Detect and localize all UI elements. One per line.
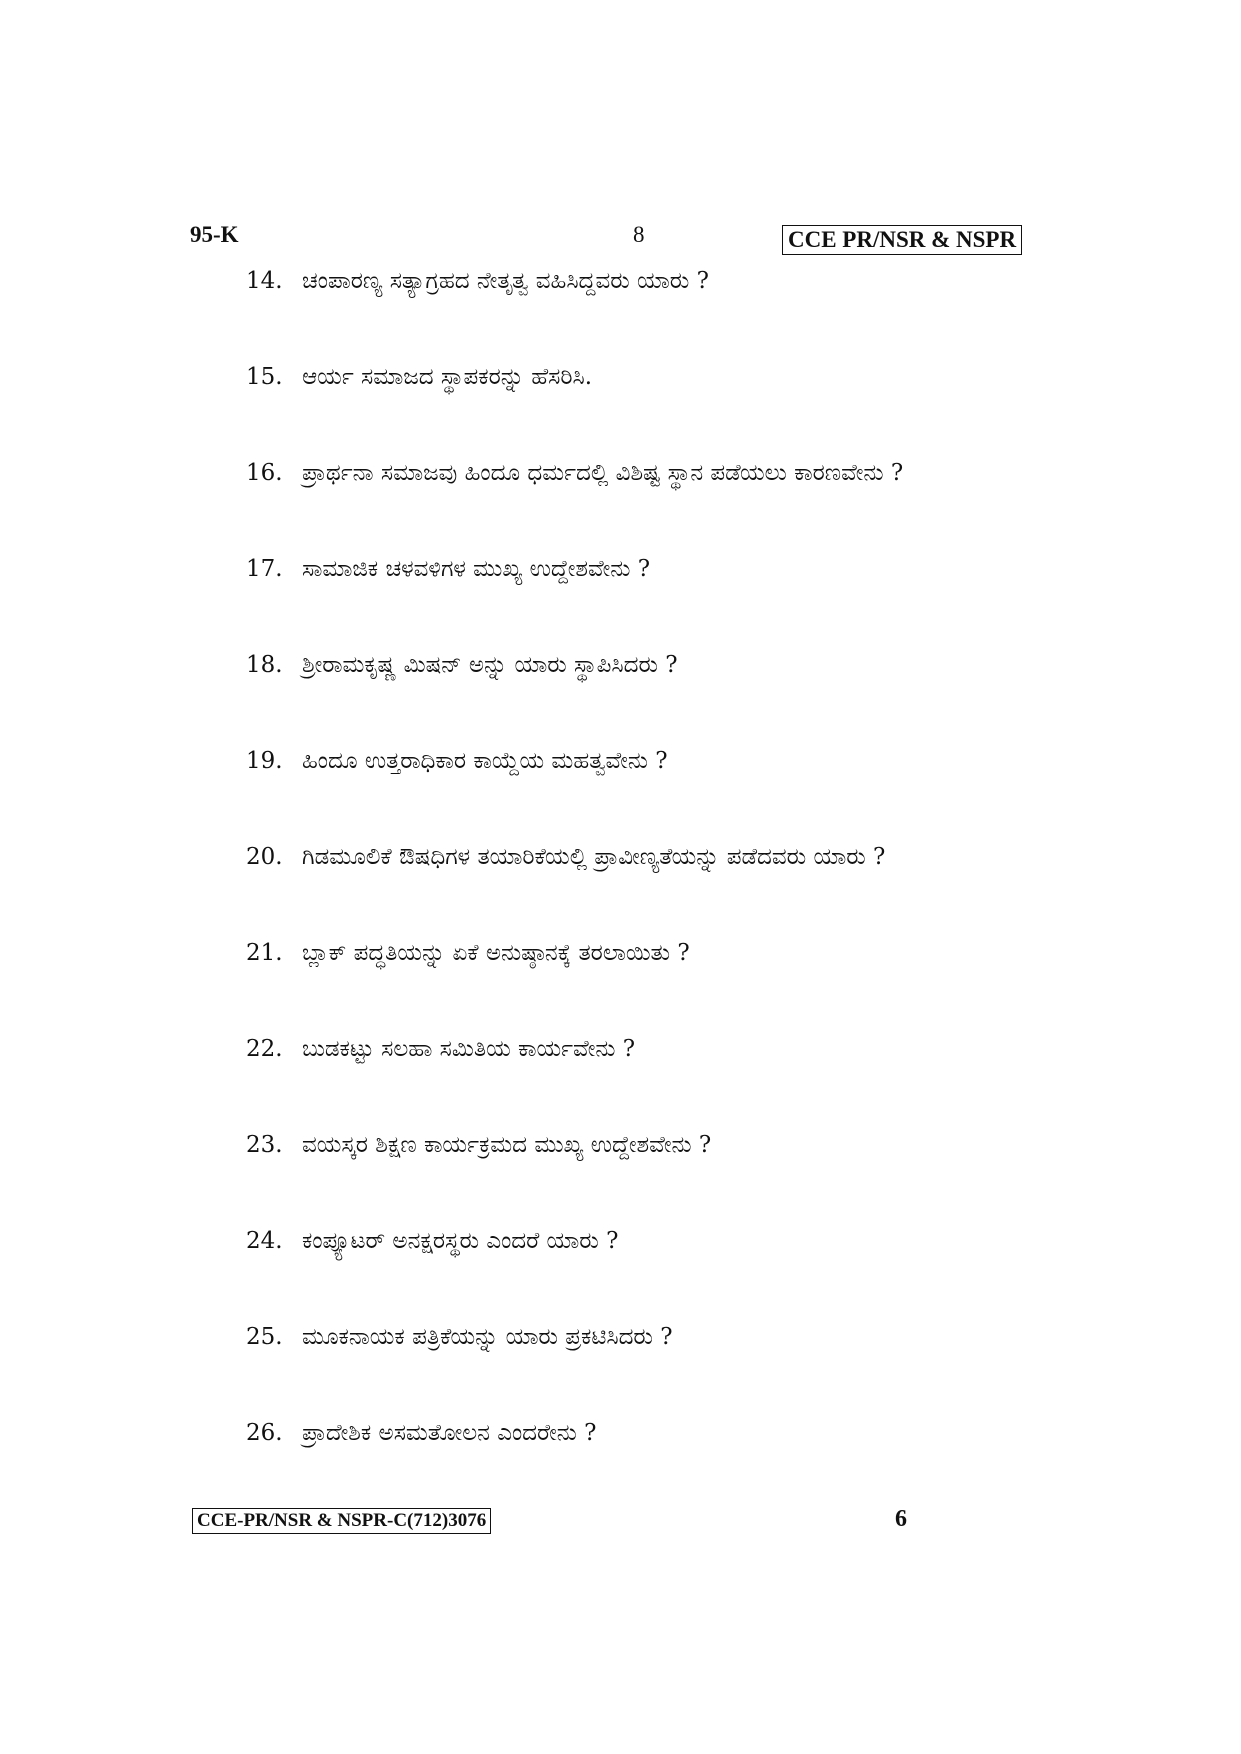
question-number: 25. xyxy=(246,1324,283,1350)
question-number: 17. xyxy=(246,556,283,582)
exam-code-box: CCE PR/NSR & NSPR xyxy=(782,225,1022,255)
question-number: 14. xyxy=(246,268,283,294)
question-text: ಬ್ಲಾಕ್ ಪದ್ಧತಿಯನ್ನು ಏಕೆ ಅನುಷ್ಠಾನಕ್ಕೆ ತರಲಾಯಿತು ? xyxy=(302,940,690,966)
question-19 xyxy=(246,746,1146,776)
question-22 xyxy=(246,1034,1146,1064)
question-number: 15. xyxy=(246,364,283,390)
question-25 xyxy=(246,1322,1146,1352)
question-text: ಆರ್ಯ ಸಮಾಜದ ಸ್ಥಾಪಕರನ್ನು ಹೆಸರಿಸಿ. xyxy=(302,364,593,390)
question-text: ವಯಸ್ಕರ ಶಿಕ್ಷಣ ಕಾರ್ಯಕ್ರಮದ ಮುಖ್ಯ ಉದ್ದೇಶವೇನು ? xyxy=(302,1132,712,1158)
paper-code: 95-K xyxy=(190,222,239,247)
question-number: 19. xyxy=(246,748,283,774)
question-21 xyxy=(246,938,1146,968)
question-text: ಸಾಮಾಜಿಕ ಚಳವಳಿಗಳ ಮುಖ್ಯ ಉದ್ದೇಶವೇನು ? xyxy=(302,556,651,582)
page-number: 8 xyxy=(633,222,645,247)
footer-page-number: 6 xyxy=(895,1506,907,1532)
question-text: ಶ್ರೀರಾಮಕೃಷ್ಣ ಮಿಷನ್ ಅನ್ನು ಯಾರು ಸ್ಥಾಪಿಸಿದರು ? xyxy=(302,652,678,678)
question-number: 20. xyxy=(246,844,283,870)
question-24 xyxy=(246,1226,1146,1256)
question-text: ಬುಡಕಟ್ಟು ಸಲಹಾ ಸಮಿತಿಯ ಕಾರ್ಯವೇನು ? xyxy=(302,1036,636,1062)
question-14 xyxy=(246,266,1146,296)
question-text: ಪ್ರಾರ್ಥನಾ ಸಮಾಜವು ಹಿಂದೂ ಧರ್ಮದಲ್ಲಿ ವಿಶಿಷ್ಟ ಸ್ಥಾನ ಪಡೆಯಲು ಕಾರಣವೇನು ? xyxy=(302,460,904,486)
question-text: ಕಂಪ್ಯೂಟರ್ ಅನಕ್ಷರಸ್ಥರು ಎಂದರೆ ಯಾರು ? xyxy=(302,1228,619,1254)
question-number: 26. xyxy=(246,1420,283,1446)
question-16 xyxy=(246,458,1146,488)
question-number: 22. xyxy=(246,1036,283,1062)
question-number: 21. xyxy=(246,940,283,966)
footer-code-box: CCE-PR/NSR & NSPR-C(712)3076 xyxy=(192,1508,491,1534)
question-text: ಗಿಡಮೂಲಿಕೆ ಔಷಧಿಗಳ ತಯಾರಿಕೆಯಲ್ಲಿ ಪ್ರಾವೀಣ್ಯತೆಯನ್ನು ಪಡೆದವರು ಯಾರು ? xyxy=(302,844,886,870)
question-text: ಮೂಕನಾಯಕ ಪತ್ರಿಕೆಯನ್ನು ಯಾರು ಪ್ರಕಟಿಸಿದರು ? xyxy=(302,1324,673,1350)
question-15 xyxy=(246,362,1146,392)
question-23 xyxy=(246,1130,1146,1160)
question-text: ಚಂಪಾರಣ್ಯ ಸತ್ಯಾಗ್ರಹದ ನೇತೃತ್ವ ವಹಿಸಿದ್ದವರು ಯಾರು ? xyxy=(302,268,709,294)
question-number: 24. xyxy=(246,1228,283,1254)
question-text: ಪ್ರಾದೇಶಿಕ ಅಸಮತೋಲನ ಎಂದರೇನು ? xyxy=(302,1420,597,1446)
question-26 xyxy=(246,1418,1146,1448)
question-number: 16. xyxy=(246,460,283,486)
question-number: 18. xyxy=(246,652,283,678)
question-17 xyxy=(246,554,1146,584)
question-20 xyxy=(246,842,1146,872)
question-text: ಹಿಂದೂ ಉತ್ತರಾಧಿಕಾರ ಕಾಯ್ದೆಯ ಮಹತ್ವವೇನು ? xyxy=(302,748,668,774)
question-18 xyxy=(246,650,1146,680)
question-number: 23. xyxy=(246,1132,283,1158)
